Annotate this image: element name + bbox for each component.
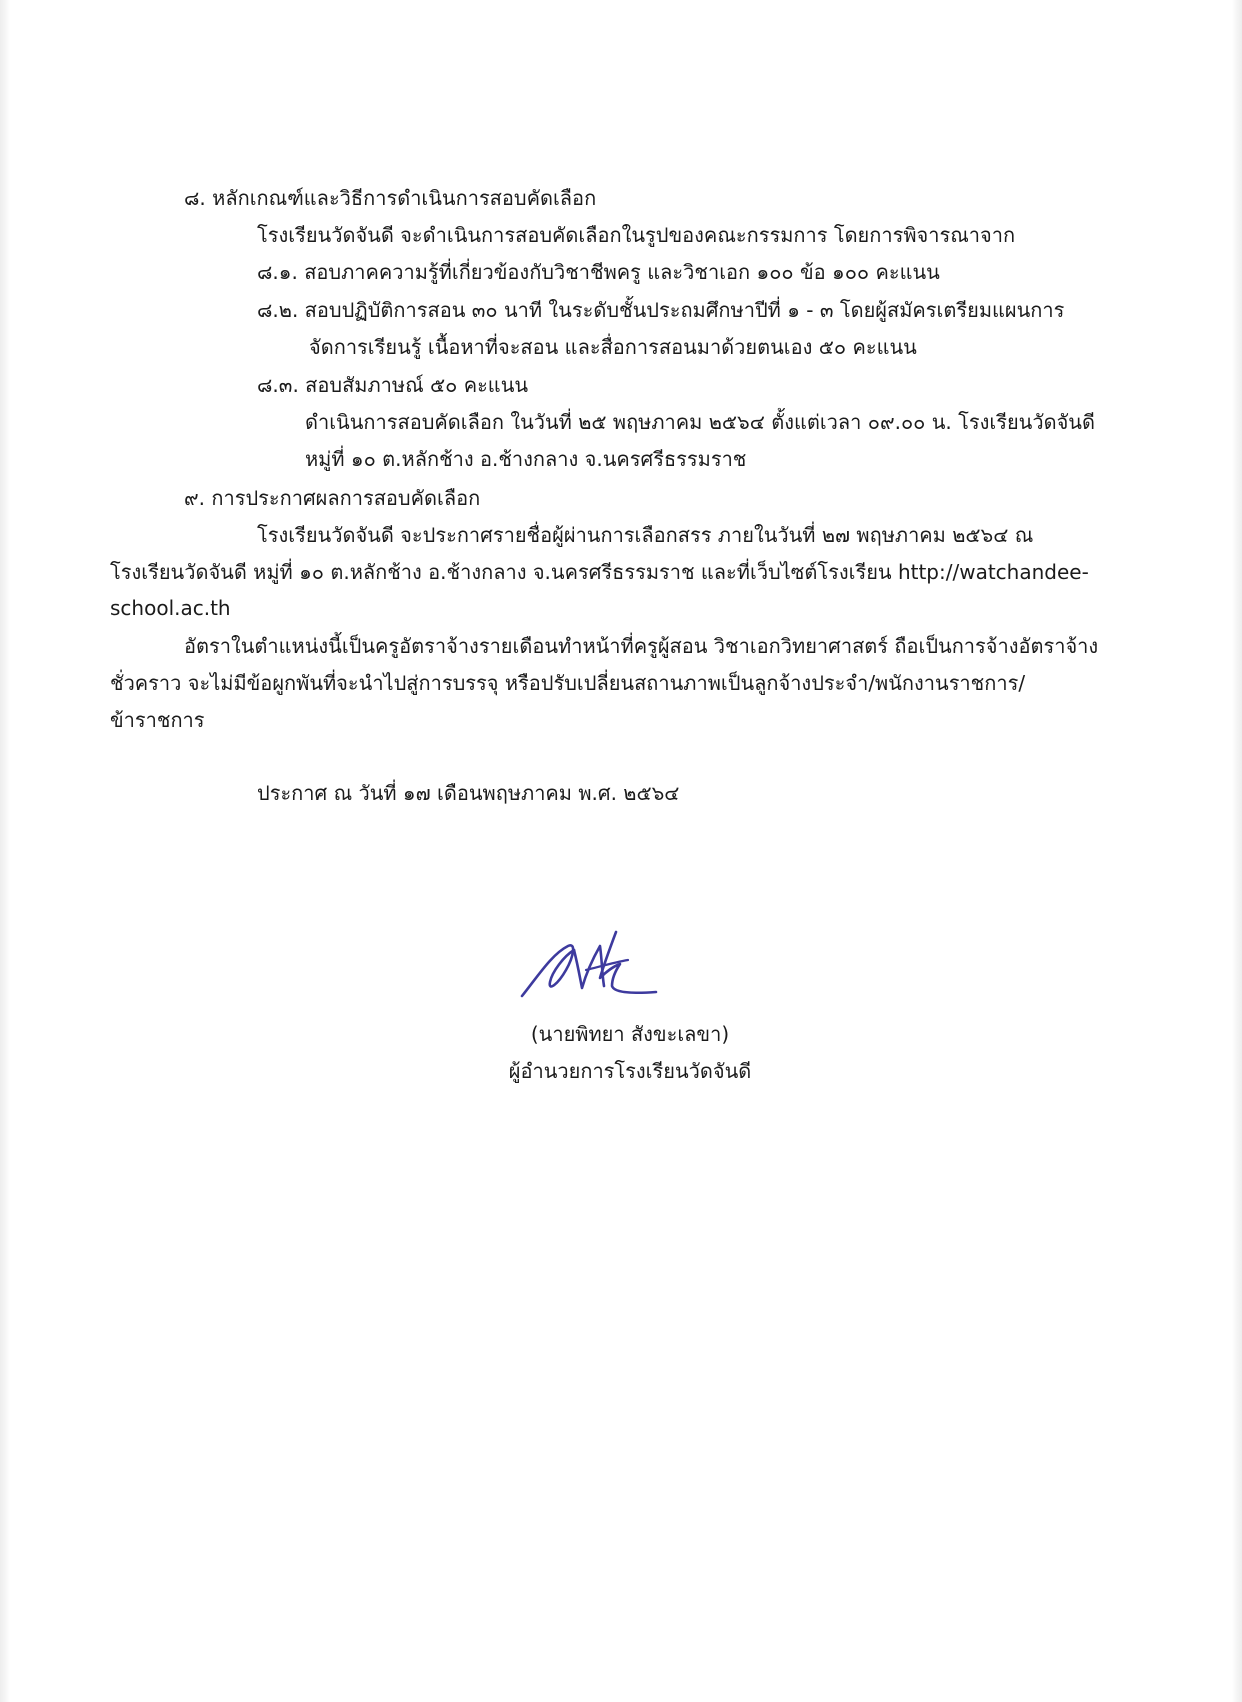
announcement-date: ประกาศ ณ วันที่ ๑๗ เดือนพฤษภาคม พ.ศ. ๒๕๖๔: [257, 781, 680, 805]
signature-image: [516, 926, 666, 1000]
employment-note-line-3: ข้าราชการ: [110, 708, 205, 732]
section-8-item-2-line-2: จัดการเรียนรู้ เนื้อหาที่จะสอน และสื่อการสอนมาด้วยตนเอง ๕๐ คะแนน: [309, 335, 917, 359]
section-8-item-3: ๘.๓. สอบสัมภาษณ์ ๕๐ คะแนน: [257, 373, 529, 397]
section-9-body-line-2: โรงเรียนวัดจันดี หมู่ที่ ๑๐ ต.หลักช้าง อ.ช้างกลาง จ.นครศรีธรรมราช และที่เว็บไซต์โรงเรียน http://watchandee-: [110, 560, 1089, 584]
section-8-intro: โรงเรียนวัดจันดี จะดำเนินการสอบคัดเลือกในรูปของคณะกรรมการ โดยการพิจารณาจาก: [257, 223, 1016, 247]
exam-schedule-line-1: ดำเนินการสอบคัดเลือก ในวันที่ ๒๕ พฤษภาคม ๒๕๖๔ ตั้งแต่เวลา ๐๙.๐๐ น. โรงเรียนวัดจันดี: [305, 410, 1095, 434]
section-9-body-line-3: school.ac.th: [110, 596, 231, 620]
section-8-item-1: ๘.๑. สอบภาคความรู้ที่เกี่ยวข้องกับวิชาชีพครู และวิชาเอก ๑๐๐ ข้อ ๑๐๐ คะแนน: [257, 260, 940, 284]
section-9-body-line-1: โรงเรียนวัดจันดี จะประกาศรายชื่อผู้ผ่านการเลือกสรร ภายในวันที่ ๒๗ พฤษภาคม ๒๕๖๔ ณ: [257, 523, 1034, 547]
section-8-item-2-line-1: ๘.๒. สอบปฏิบัติการสอน ๓๐ นาที ในระดับชั้นประถมศึกษาปีที่ ๑ - ๓ โดยผู้สมัครเตรียมแผนการ: [257, 298, 1065, 322]
employment-note-line-2: ชั่วคราว จะไม่มีข้อผูกพันที่จะนำไปสู่การบรรจุ หรือปรับเปลี่ยนสถานภาพเป็นลูกจ้างประจำ/พนักงานราชการ/: [110, 671, 1026, 695]
signatory-title: ผู้อำนวยการโรงเรียนวัดจันดี: [508, 1059, 752, 1083]
section-8-heading: ๘. หลักเกณฑ์และวิธีการดำเนินการสอบคัดเลือก: [184, 186, 597, 210]
employment-note-line-1: อัตราในตำแหน่งนี้เป็นครูอัตราจ้างรายเดือนทำหน้าที่ครูผู้สอน วิชาเอกวิทยาศาสตร์ ถือเป็นการจ้างอัตราจ้าง: [184, 634, 1099, 658]
signatory-name: (นายพิทยา สังขะเลขา): [530, 1022, 730, 1046]
section-9-heading: ๙. การประกาศผลการสอบคัดเลือก: [184, 486, 481, 510]
exam-schedule-line-2: หมู่ที่ ๑๐ ต.หลักช้าง อ.ช้างกลาง จ.นครศรีธรรมราช: [305, 447, 747, 471]
